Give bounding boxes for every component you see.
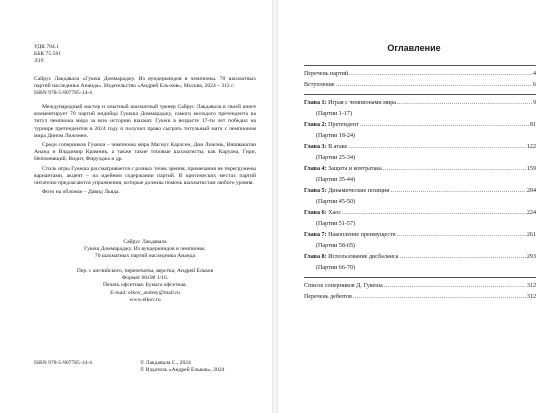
annotation-paragraph: Стиль игры Гукеша рассматривается с разных точек зрения, примечания не перегружены вариантами, акцент – на идейном содержании партий. В критических местах партий читателю предлагаются упражнения, которые должны помочь шахматистам любого уровня. <box>34 165 256 187</box>
chapter-games: (Партии 58-65) <box>316 243 356 249</box>
chapter-games: (Партии 25-34) <box>316 155 356 161</box>
leader-dots <box>348 142 526 153</box>
chapter-games: (Партии 66-70) <box>316 265 356 271</box>
book-title: Гукеш Доммараджу. Из вундеркиндов в чемпионы. <box>84 246 206 253</box>
copyright-line: © Лакдавала С., 2024 <box>140 360 191 366</box>
chapter-number: Глава 4: <box>304 166 327 172</box>
leader-dots <box>383 164 526 175</box>
chapter-games: (Партии 18-24) <box>316 133 356 139</box>
chapter-games: (Партии 51-57) <box>316 221 356 227</box>
right-page <box>278 0 550 413</box>
leader-dots <box>399 252 525 263</box>
imprint-email: E-mail: elkov_andrey@mail.ru <box>110 289 180 296</box>
annotation-paragraph: Фото на обложке – Давид Льяда. <box>42 189 120 196</box>
toc-page-number: 261 <box>526 232 536 238</box>
toc-page-number: 9 <box>532 100 536 106</box>
left-page <box>0 0 272 413</box>
annotation-paragraph: Международный мастер и опытный шахматный тренер Сайрус Лакдавала в своей книге комментирует 70 партий индийца Гукеша Доммараджу, самого молодого претендента на титул чемпиона мира за всю историю шахмат. Гукеш в возрасте 17-ти лет победил на турнире претендентов в 2024 году и получил право сыграть титульный матч с чемпионом мира Дином Лижэнем. <box>34 104 256 139</box>
annotation <box>34 104 256 198</box>
leader-dots <box>353 292 526 303</box>
leader-dots <box>349 69 532 80</box>
toc-chapter[interactable] <box>304 98 536 109</box>
chapter-title: Использование дисбаланса <box>326 254 399 260</box>
chapter-number: Глава 3: <box>304 144 327 150</box>
leader-dots <box>397 230 526 241</box>
chapter-games: (Партии 45-50) <box>316 199 356 205</box>
toc-chapter[interactable] <box>304 230 536 241</box>
chapter-number: Глава 1: <box>304 100 327 106</box>
isbn-footer: ISBN 978-5-907785-14-4 <box>34 360 92 366</box>
leader-dots <box>384 281 526 292</box>
chapter-number: Глава 7: <box>304 232 327 238</box>
toc-chapter[interactable] <box>304 208 536 219</box>
divider <box>304 277 536 278</box>
title-block <box>34 239 256 261</box>
toc-entry-label: Перечень партий <box>304 71 349 77</box>
imprint-line: Пер. с английского, перепечатка, верстка, Андрей Ельков <box>76 268 214 274</box>
chapter-title: Накопление преимуществ <box>326 232 396 238</box>
leader-dots <box>360 120 529 131</box>
toc-entry-label: Перечень дебютов <box>304 294 352 300</box>
chapter-title: В атаке <box>326 144 348 150</box>
toc-chapter[interactable] <box>304 120 536 131</box>
toc-page-number: 6 <box>532 82 536 88</box>
toc-chapter[interactable] <box>304 252 536 263</box>
toc-entry[interactable] <box>304 292 536 303</box>
udc-code: УДК 794.1 <box>34 44 59 50</box>
book-author: Сайрус Лакдавала <box>123 239 167 245</box>
imprint-line: Печать офсетная. Бумага офсетная. <box>103 282 187 289</box>
chapter-number: Глава 6: <box>304 210 327 216</box>
leader-dots <box>397 98 532 109</box>
toc-entry[interactable] <box>304 281 536 292</box>
toc-page-number: 224 <box>526 210 536 216</box>
book-subtitle: 70 шахматных партий наследника Ананда <box>94 253 196 260</box>
chapter-number: Глава 8: <box>304 254 327 260</box>
divider <box>304 94 536 95</box>
leader-dots <box>390 186 525 197</box>
leader-dots <box>336 80 532 91</box>
toc-page-number: 159 <box>526 166 536 172</box>
copyright-line: © Издатель «Андрей Ельков», 2024 <box>140 367 225 374</box>
biblio-codes <box>34 44 252 66</box>
toc-page-number: 312 <box>526 294 536 300</box>
toc-page-number: 204 <box>526 188 536 194</box>
bbk-code: ББК 75.581 <box>34 51 61 58</box>
record-isbn: ISBN 978-5-907785-14-4 <box>34 90 92 97</box>
chapter-number: Глава 5: <box>304 188 327 194</box>
chapter-title: Хаос <box>326 210 342 216</box>
toc-page-number: 81 <box>529 122 536 128</box>
toc-chapter[interactable] <box>304 186 536 197</box>
toc-chapter[interactable] <box>304 142 536 153</box>
table-of-contents <box>304 62 536 303</box>
toc-page-number: 4 <box>532 71 536 77</box>
toc-page-number: 122 <box>526 144 536 150</box>
toc-entry[interactable] <box>304 80 536 91</box>
leader-dots <box>342 208 526 219</box>
chapter-games: (Партии 1-17) <box>316 111 353 117</box>
divider <box>304 65 536 66</box>
imprint-block <box>34 268 256 304</box>
bibliographic-record <box>34 76 256 98</box>
toc-page-number: 312 <box>526 283 536 289</box>
chapter-title: Играя с чемпионами мира <box>326 100 396 106</box>
imprint-website: www.elkov.ru <box>129 296 161 303</box>
chapter-title: Динамические позиции <box>326 188 390 194</box>
annotation-paragraph: Среди соперников Гукеша – чемпионы мира Магнус Карлсен, Дин Лижэнь, Вишванатан Ананд и Владимир Крамник, а также такие топовые шахматисты, как Каруана, Гири, Непомнящий, Видит, Фирузджа и др. <box>34 142 256 163</box>
imprint-line: Формат 60х90 1/16. <box>121 275 169 282</box>
toc-chapter[interactable] <box>304 164 536 175</box>
author-mark: Л19 <box>34 58 44 65</box>
toc-entry-label: Список соперников Д. Гукеша <box>304 283 383 289</box>
chapter-games: (Партии 35-44) <box>316 177 356 183</box>
record-text: Сайрус Лакдавала «Гукеш Доммараджу. Из вундеркиндов в чемпионы. 70 шахматных партий наследника Ананда». Издательство «Андрей Ель-ков», Москва, 2024 – 312 с. <box>34 76 256 90</box>
chapter-title: Защита и контратака <box>326 166 382 172</box>
chapter-title: Претендент <box>326 122 359 128</box>
toc-entry[interactable] <box>304 69 536 80</box>
toc-entry-label: Вступление <box>304 82 335 88</box>
chapter-number: Глава 2: <box>304 122 327 128</box>
copyright-block <box>140 360 224 374</box>
toc-title: Оглавление <box>387 43 441 53</box>
toc-page-number: 293 <box>526 254 536 260</box>
